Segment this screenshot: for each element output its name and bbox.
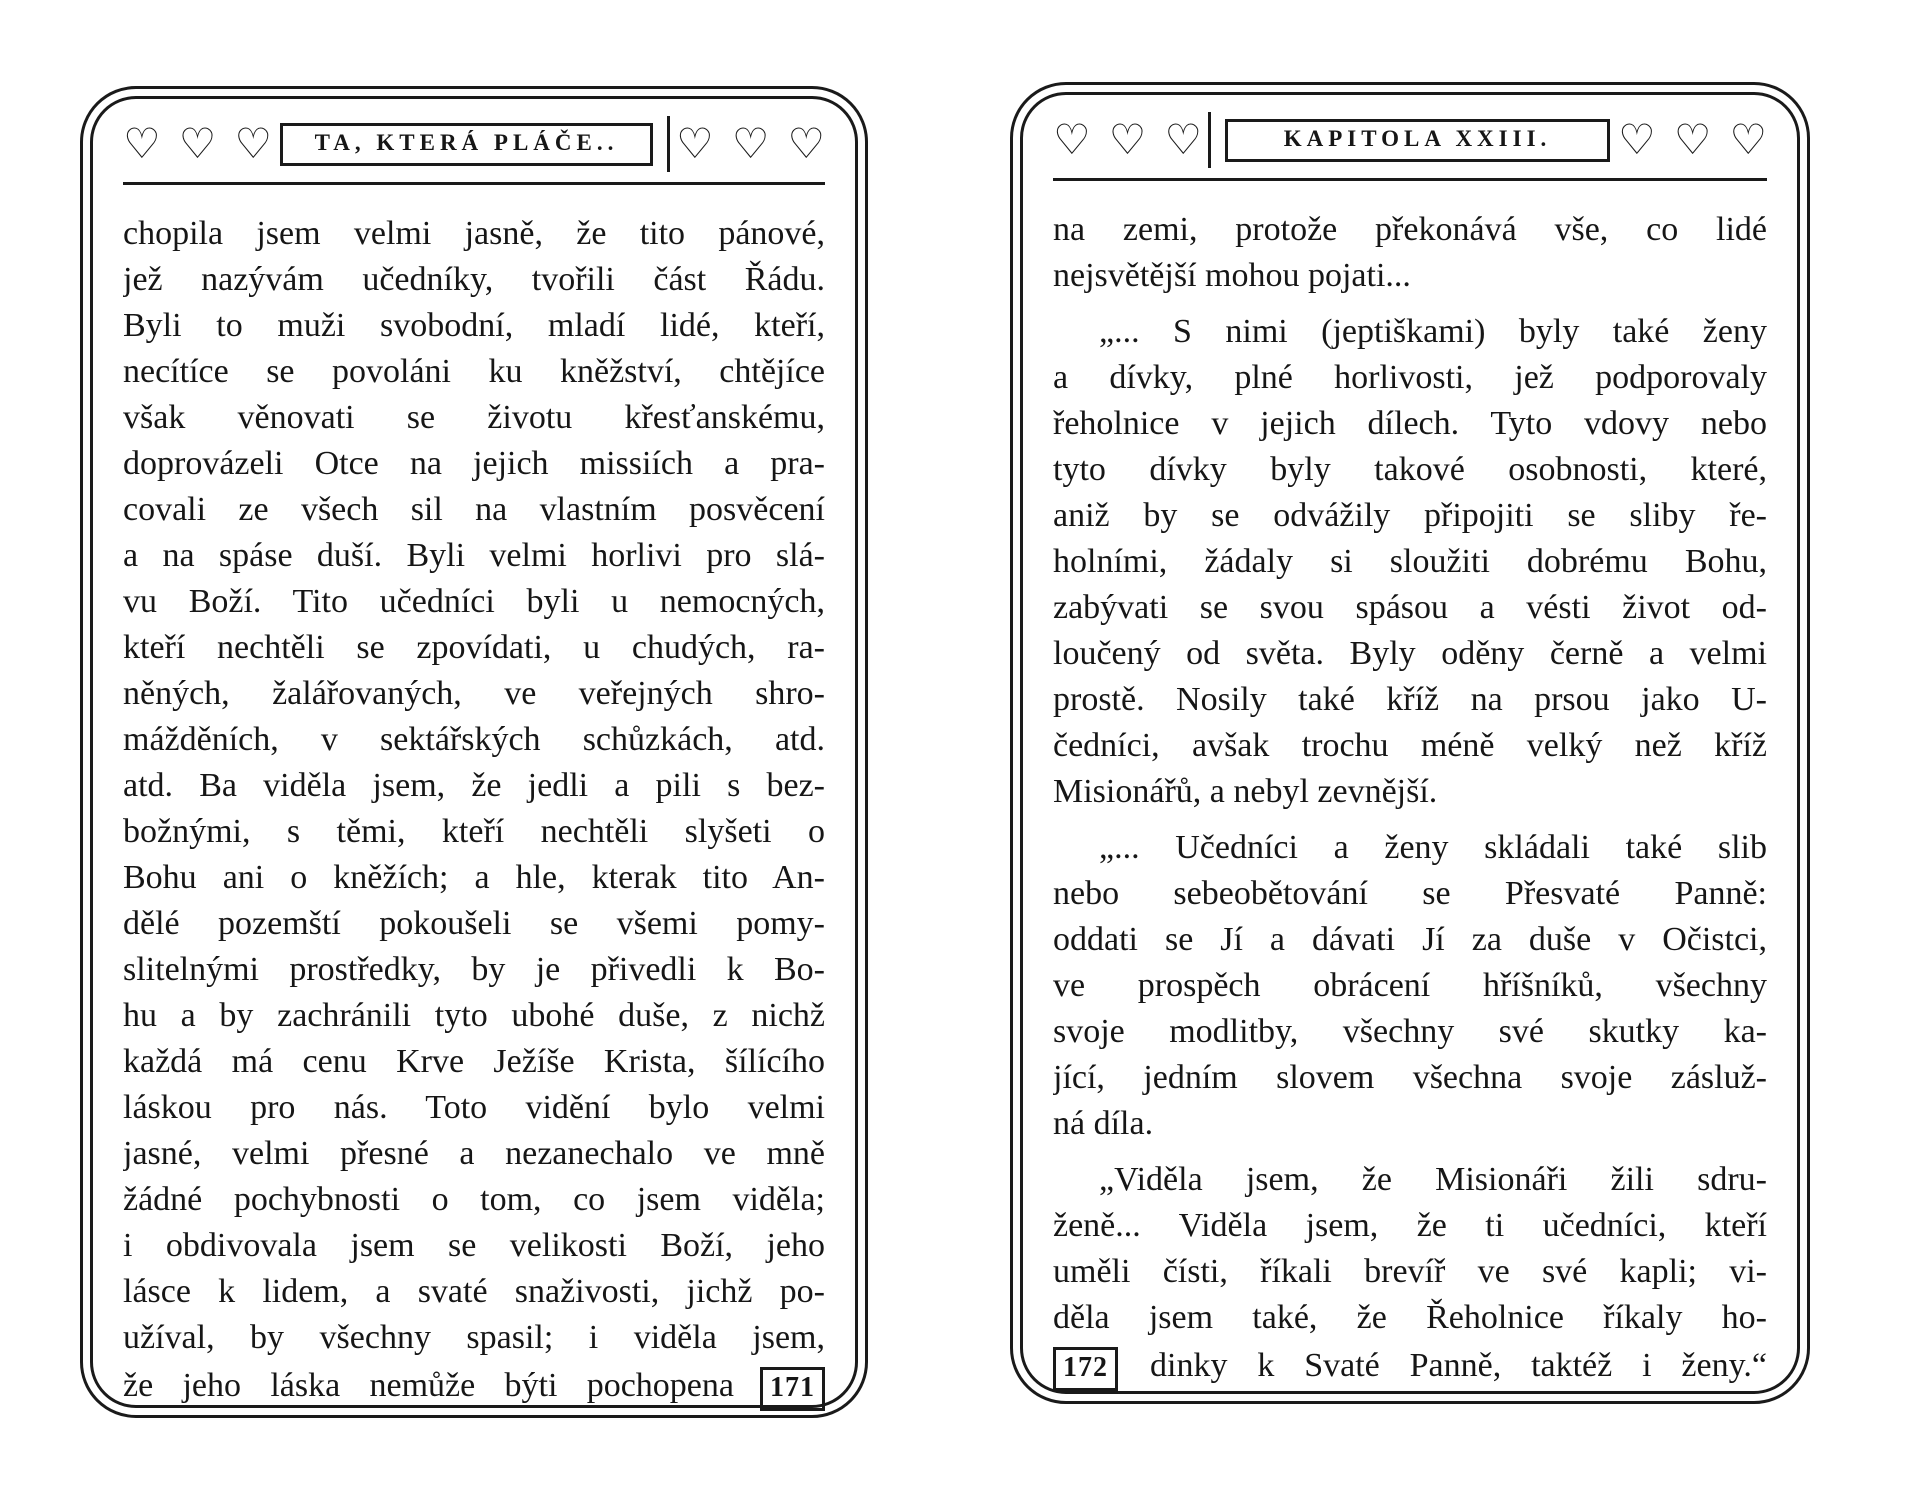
text-line: že jeho láska nemůže býti pochopena — [123, 1367, 734, 1404]
text-line: ná díla. — [1053, 1105, 1154, 1142]
text-line: Bohu ani o kněžích; a hle, kterak tito An- — [123, 859, 825, 896]
heart-icon: ♡ — [178, 119, 217, 168]
hearts-right — [676, 119, 825, 168]
text-line: svoje modlitby, všechny své skutky ka- — [1053, 1013, 1767, 1050]
text-line: „... Učedníci a ženy skládali také slib — [1099, 829, 1767, 866]
text-line: děla jsem také, že Řeholnice říkaly ho- — [1053, 1299, 1767, 1336]
text-line: Misionářů, a nebyl zevnější. — [1053, 773, 1438, 810]
text-line: na zemi, protože překonává vše, co lidé — [1053, 211, 1767, 248]
heart-icon: ♡ — [1164, 115, 1202, 164]
text-line: dinky k Svaté Panně, taktéž i ženy.“ — [1150, 1347, 1767, 1384]
hearts-left — [1053, 115, 1202, 164]
text-line: oddati se Jí a dávati Jí za duše v Očistci, — [1053, 921, 1767, 958]
text-line: každá má cenu Krve Ježíše Krista, šílícího — [123, 1043, 825, 1080]
heart-icon: ♡ — [731, 119, 770, 168]
text-line: atd. Ba viděla jsem, že jedli a pili s bez- — [123, 767, 825, 804]
text-line: tyto dívky byly takové osobnosti, které, — [1053, 451, 1767, 488]
text-line: aniž by se odvážily připojiti se sliby ře- — [1053, 497, 1767, 534]
header-divider — [1208, 112, 1211, 168]
text-line: slitelnými prostředky, by je přivedli k Bo- — [123, 951, 825, 988]
last-text-line — [1053, 1341, 1767, 1391]
text-line: ženě... Viděla jsem, že ti učedníci, kteří — [1053, 1207, 1767, 1244]
last-text-line — [123, 1361, 825, 1411]
heart-icon: ♡ — [787, 119, 825, 168]
heart-icon: ♡ — [1108, 115, 1147, 164]
text-line: „Viděla jsem, že Misionáři žili sdru- — [1099, 1161, 1767, 1198]
heart-icon: ♡ — [1673, 115, 1712, 164]
text-line: mážděních, v sektářských schůzkách, atd. — [123, 721, 825, 758]
text-line: prostě. Nosily také kříž na prsou jako U- — [1053, 681, 1767, 718]
page-header — [123, 115, 825, 173]
header-rule — [123, 182, 825, 185]
text-line: ve prospěch obrácení hříšníků, všechny — [1053, 967, 1767, 1004]
text-line: však věnovati se životu křesťanskému, — [123, 399, 825, 436]
heart-icon: ♡ — [1729, 115, 1767, 164]
text-line: něných, žalářovaných, ve veřejných shro- — [123, 675, 825, 712]
page-172-inner — [1020, 92, 1800, 1394]
text-line: božnými, s těmi, kteří nechtěli slyšeti o — [123, 813, 825, 850]
text-line: řeholnice v jejich dílech. Tyto vdovy nebo — [1053, 405, 1767, 442]
text-line: covali ze všech sil na vlastním posvěcení — [123, 491, 825, 528]
text-line: chopila jsem velmi jasně, že tito pánové, — [123, 215, 825, 252]
text-line: hu a by zachránili tyto ubohé duše, z nichž — [123, 997, 825, 1034]
text-line: nejsvětější mohou pojati... — [1053, 257, 1411, 294]
text-line: lásce k lidem, a svaté snaživosti, jichž po- — [123, 1273, 825, 1310]
page-172 — [1010, 82, 1810, 1404]
text-line: doprovázeli Otce na jejich missiích a pra- — [123, 445, 825, 482]
text-line: zabývati se svou spásou a vésti život od- — [1053, 589, 1767, 626]
text-line: vu Boží. Tito učedníci byli u nemocných, — [123, 583, 825, 620]
header-rule — [1053, 178, 1767, 181]
page-171 — [80, 86, 868, 1418]
page-header — [1053, 111, 1767, 169]
text-line: a dívky, plné horlivosti, jež podporovaly — [1053, 359, 1767, 396]
page-body — [1053, 207, 1767, 1341]
heart-icon: ♡ — [1618, 115, 1656, 164]
heart-icon: ♡ — [676, 119, 714, 168]
chapter-title: KAPITOLA XXIII. — [1225, 119, 1610, 162]
heart-icon: ♡ — [234, 119, 272, 168]
text-line: užíval, by všechny spasil; i viděla jsem, — [123, 1319, 825, 1356]
hearts-left — [123, 119, 272, 168]
running-title: TA, KTERÁ PLÁČE.. — [280, 123, 653, 166]
hearts-right — [1618, 115, 1767, 164]
text-line: Byli to muži svobodní, mladí lidé, kteří, — [123, 307, 825, 344]
page-171-inner — [90, 96, 858, 1408]
text-line: a na spáse duší. Byli velmi horlivi pro slá- — [123, 537, 825, 574]
heart-icon: ♡ — [123, 119, 161, 168]
page-body — [123, 211, 825, 1361]
heart-icon: ♡ — [1053, 115, 1091, 164]
text-line: čedníci, avšak trochu méně velký než kříž — [1053, 727, 1767, 764]
text-line: i obdivovala jsem se velikosti Boží, jeho — [123, 1227, 825, 1264]
text-line: láskou pro nás. Toto vidění bylo velmi — [123, 1089, 825, 1126]
header-divider — [667, 116, 670, 172]
text-line: loučený od světa. Byly oděny černě a velmi — [1053, 635, 1767, 672]
text-line: „... S nimi (jeptiškami) byly také ženy — [1099, 313, 1767, 350]
text-line: jící, jedním slovem všechna svoje zásluž- — [1053, 1059, 1767, 1096]
page-number-badge: 172 — [1053, 1347, 1118, 1391]
text-line: kteří nechtěli se zpovídati, u chudých, ra- — [123, 629, 825, 666]
text-line: jež nazývám učedníky, tvořili část Řádu. — [123, 261, 825, 298]
text-line: holními, žádaly si sloužiti dobrému Bohu, — [1053, 543, 1767, 580]
text-line: uměli čísti, říkali brevíř ve své kapli; vi- — [1053, 1253, 1767, 1290]
text-line: žádné pochybnosti o tom, co jsem viděla; — [123, 1181, 825, 1218]
page-number-badge: 171 — [760, 1367, 825, 1411]
text-line: nebo sebeobětování se Přesvaté Panně: — [1053, 875, 1767, 912]
text-line: dělé pozemští pokoušeli se všemi pomy- — [123, 905, 825, 942]
text-line: necítíce se povoláni ku kněžství, chtějíce — [123, 353, 825, 390]
text-line: jasné, velmi přesné a nezanechalo ve mně — [123, 1135, 825, 1172]
